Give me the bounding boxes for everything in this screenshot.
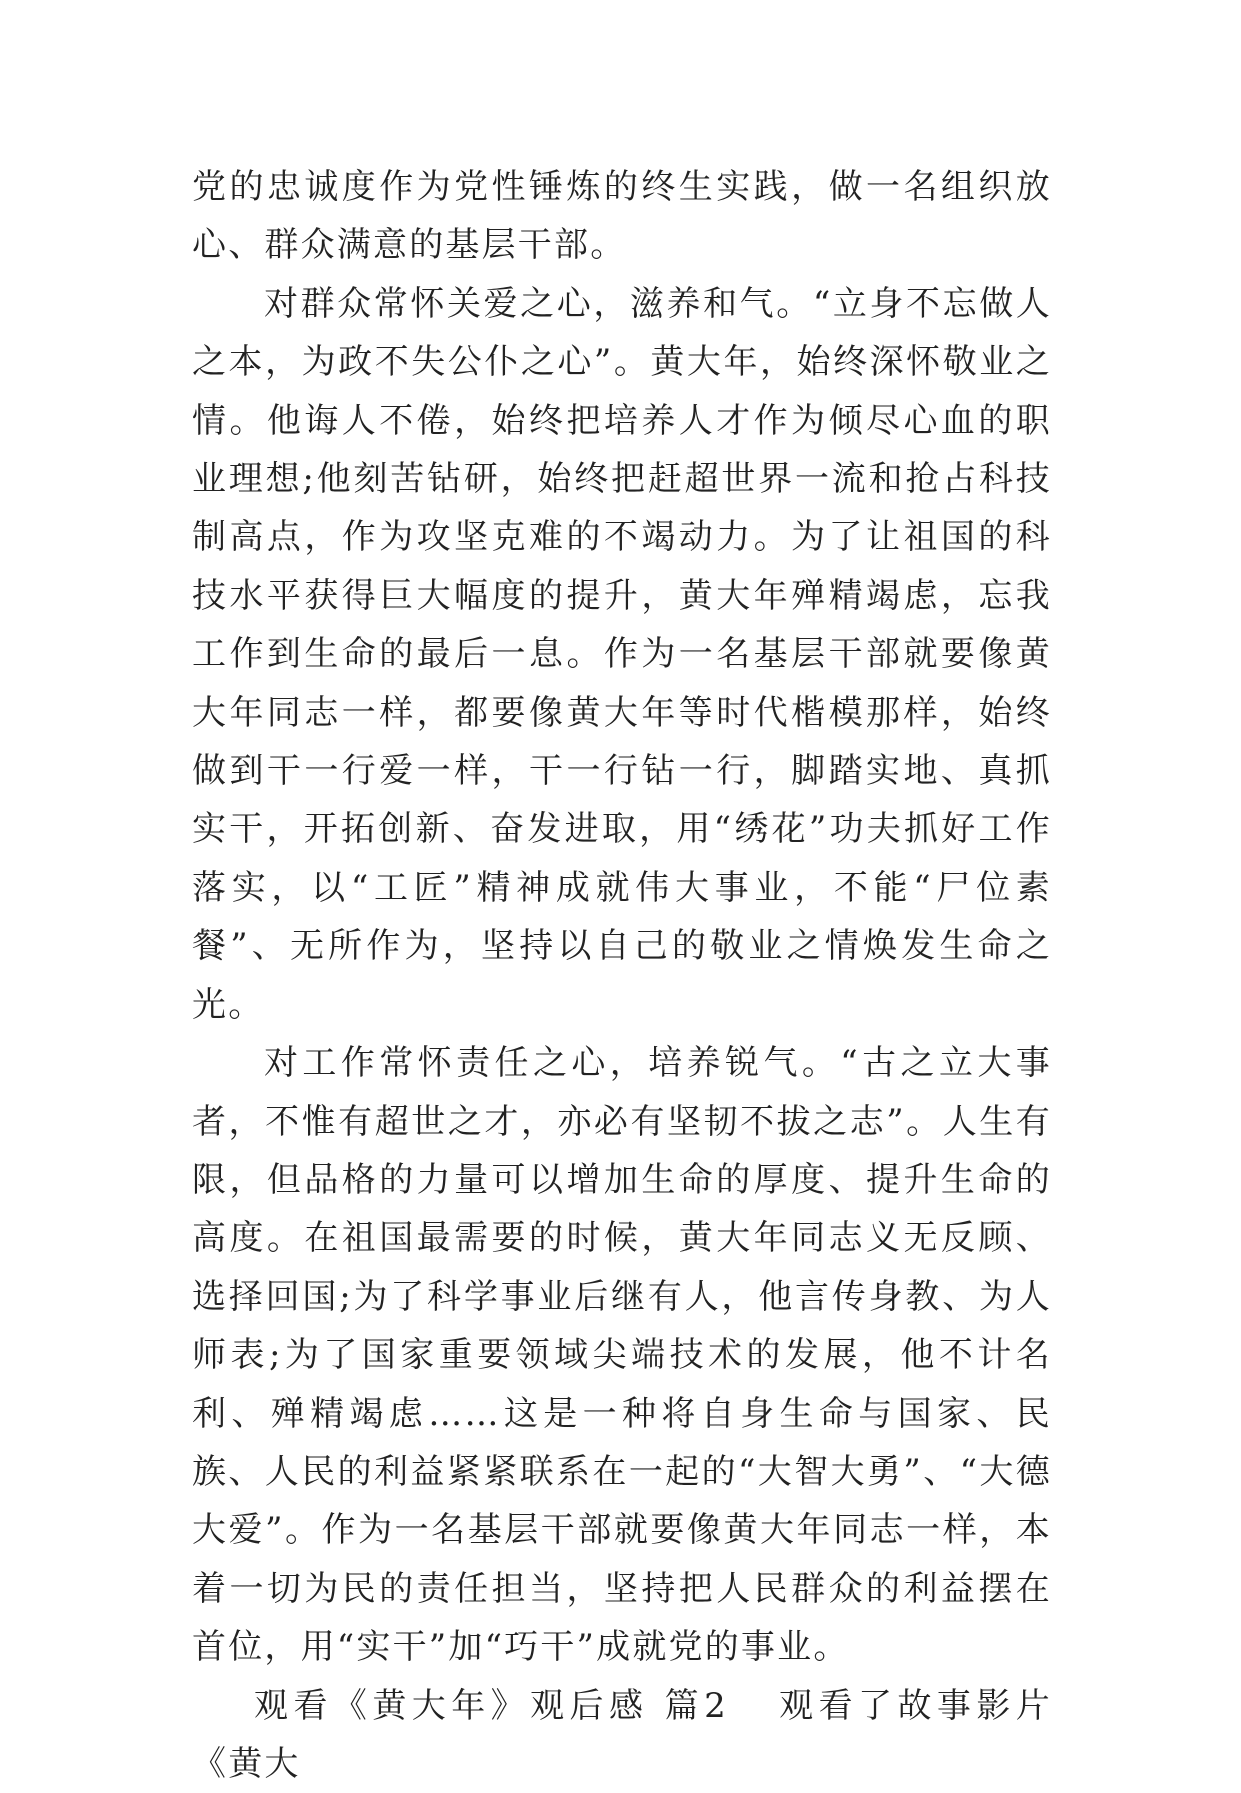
paragraph-continuation: 党的忠诚度作为党性锤炼的终生实践，做一名组织放心、群众满意的基层干部。 [192,167,1052,266]
paragraph-care-for-masses: 对群众常怀关爱之心，滋养和气。“立身不忘做人之本，为政不失公仆之心”。黄大年，始终深怀敬业之情。他诲人不倦，始终把培养人才作为倾尽心血的职业理想;他刻苦钻研，始终把赶超世界一流和抢占科技制高点，作为攻坚克难的不竭动力。为了让祖国的科技水平获得巨大幅度的提升，黄大年殚精竭虑，忘我工作到生命的最后一息。作为一名基层干部就要像黄大年同志一样，都要像黄大年等时代楷模那样，始终做到干一行爱一样，干一行钻一行，脚踏实地、真抓实干，开拓创新、奋发进取，用“绣花”功夫抓好工作落实，以“工匠”精神成就伟大事业，不能“尸位素餐”、无所作为，坚持以自己的敬业之情焕发生命之光。 [192,283,1052,1025]
section-heading-line [192,1677,1052,1793]
section-heading: 观看《黄大年》观后感 篇2 [254,1685,728,1726]
document-body [192,158,1052,1793]
section-start-text: 观看了故事影片《黄大 [192,1685,1052,1784]
paragraph-responsibility: 对工作常怀责任之心，培养锐气。“古之立大事者，不惟有超世之才，亦必有坚韧不拔之志”。人生有限，但品格的力量可以增加生命的厚度、提升生命的高度。在祖国最需要的时候，黄大年同志义无反顾、选择回国;为了科学事业后继有人，他言传身教、为人师表;为了国家重要领域尖端技术的发展，他不计名利、殚精竭虑……这是一种将自身生命与国家、民族、人民的利益紧紧联系在一起的“大智大勇”、“大德大爱”。作为一名基层干部就要像黄大年同志一样，本着一切为民的责任担当，坚持把人民群众的利益摆在首位，用“实干”加“巧干”成就党的事业。 [192,1043,1052,1668]
